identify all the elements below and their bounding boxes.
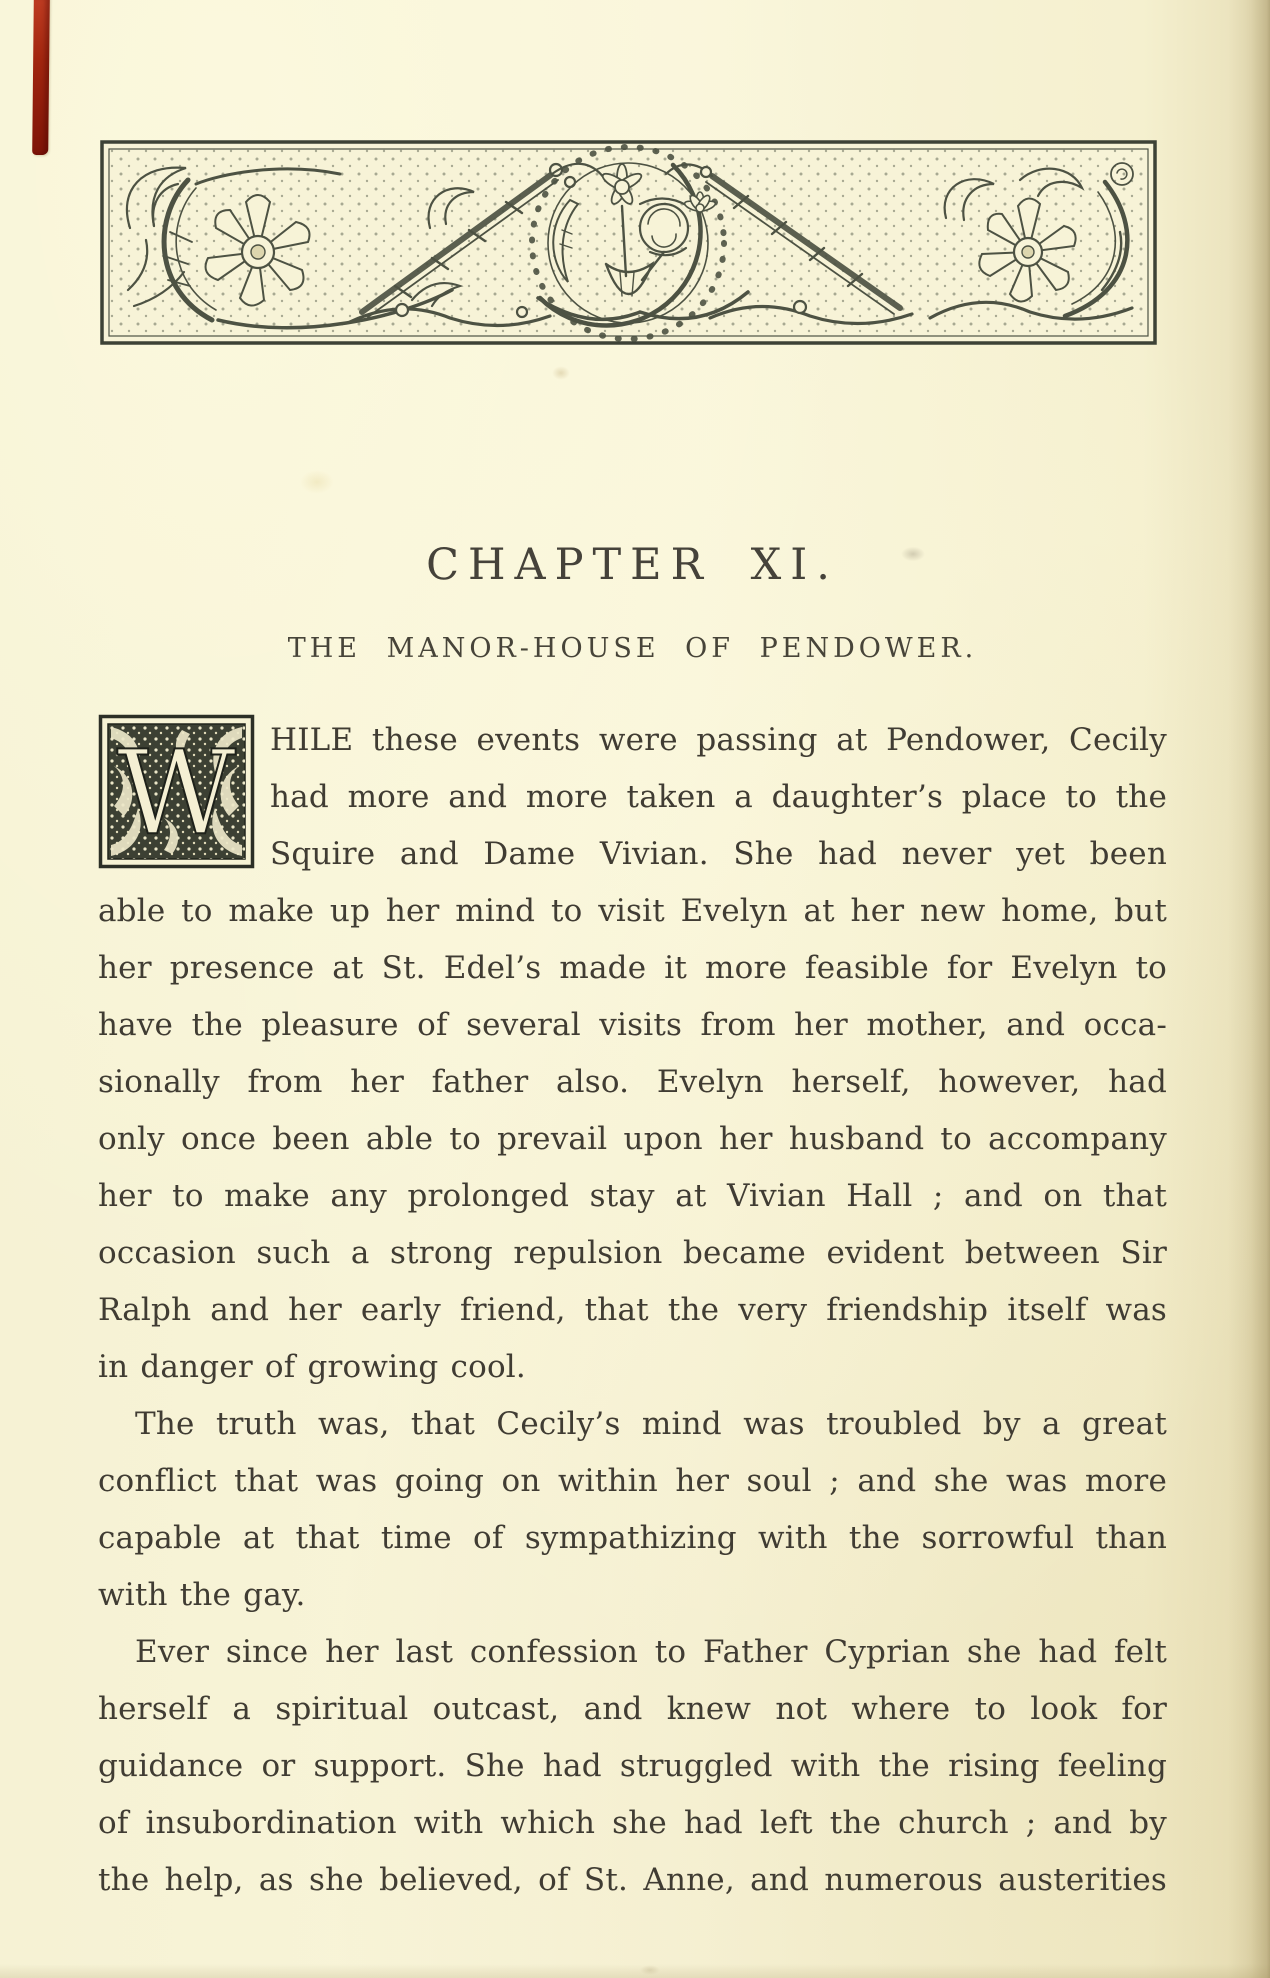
drop-cap-initial [98, 714, 255, 869]
text-line: guidance or support. She had struggled with the rising feeling [98, 1748, 1167, 1784]
text-line: the help, as she believed, of St. Anne, and numerous austerities [98, 1862, 1167, 1898]
page-edge-shadow [1228, 0, 1270, 1978]
paper-stain [300, 470, 334, 494]
chapter-subtitle: THE MANOR-HOUSE OF PENDOWER. [287, 633, 978, 664]
text-line: able to make up her mind to visit Evelyn at her new home, but [98, 893, 1167, 929]
text-line: Squire and Dame Vivian. She had never yet been [270, 836, 1167, 872]
text-line: only once been able to prevail upon her husband to accompany [98, 1121, 1167, 1157]
paper-stain [552, 366, 570, 380]
text-line: occasion such a strong repulsion became evident between Sir [98, 1235, 1167, 1271]
text-line: sionally from her father also. Evelyn herself, however, had [98, 1064, 1167, 1100]
text-line: capable at that time of sympathizing with the sorrowful than [98, 1520, 1167, 1556]
text-line: herself a spiritual outcast, and knew not where to look for [98, 1691, 1167, 1727]
text-line: her to make any prolonged stay at Vivian Hall ; and on that [98, 1178, 1167, 1214]
text-line: The truth was, that Cecily’s mind was troubled by a great [135, 1406, 1167, 1442]
text-line: with the gay. [98, 1577, 306, 1613]
text-line: of insubordination with which she had left the church ; and by [98, 1805, 1167, 1841]
scan-speck [900, 546, 926, 562]
text-line: in danger of growing cool. [98, 1349, 526, 1385]
chapter-heading: CHAPTER XI. [426, 540, 839, 590]
text-line: had more and more taken a daughter’s place to the [270, 779, 1167, 815]
red-edge-mark [32, 0, 50, 155]
body-text [98, 712, 1167, 1909]
page-edge-shadow [0, 1964, 1270, 1978]
text-line: Ever since her last confession to Father Cyprian she had felt [135, 1634, 1167, 1670]
header-ornament-band [100, 140, 1157, 345]
text-line: HILE these events were passing at Pendower, Cecily [270, 722, 1167, 758]
text-line: Ralph and her early friend, that the very friendship itself was [98, 1292, 1167, 1328]
drop-cap-letter: W [116, 726, 237, 861]
text-line: conflict that was going on within her soul ; and she was more [98, 1463, 1167, 1499]
text-line: her presence at St. Edel’s made it more feasible for Evelyn to [98, 950, 1167, 986]
text-line: have the pleasure of several visits from her mother, and occa- [98, 1007, 1167, 1043]
